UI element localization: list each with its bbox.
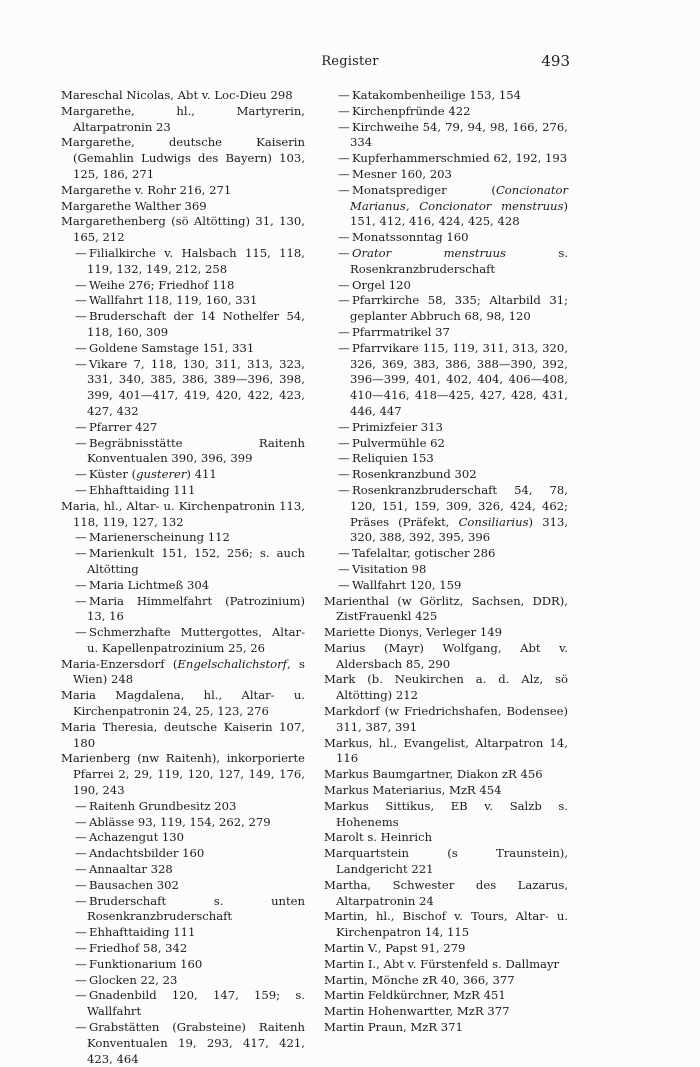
index-subentry xyxy=(61,894,305,926)
subentry-dash: — xyxy=(75,988,87,1003)
subentry-dash: — xyxy=(75,419,87,434)
entry-text: Funktionarium 160 xyxy=(89,956,203,971)
index-entry xyxy=(324,672,568,704)
entry-text: Maria-Enzersdorf ( xyxy=(61,656,178,671)
entry-text: Goldene Samstage 151, 331 xyxy=(89,340,255,355)
entry-text: Weihe 276; Friedhof 118 xyxy=(89,277,235,292)
entry-text: ) 151, 412, 416, 424, 425, 428 xyxy=(350,198,568,229)
entry-text: Pfarrkirche 58, 335; Altarbild 31; geplanter Abbruch 68, 98, 120 xyxy=(350,293,568,324)
entry-text: Wallfahrt 120, 159 xyxy=(352,577,462,592)
index-entry xyxy=(61,751,305,798)
index-subentry xyxy=(324,546,568,562)
index-entry xyxy=(61,183,305,199)
index-subentry xyxy=(324,104,568,120)
subentry-dash: — xyxy=(75,593,87,608)
index-entry xyxy=(324,988,568,1004)
index-subentry xyxy=(61,1020,305,1067)
entry-text: Reliquien 153 xyxy=(352,451,434,466)
subentry-dash: — xyxy=(75,972,87,987)
entry-text: Markus, hl., Evangelist, Altarpatron 14, 116 xyxy=(324,735,568,766)
entry-text: Pfarrer 427 xyxy=(89,419,158,434)
subentry-dash: — xyxy=(338,103,350,118)
subentry-dash: — xyxy=(75,482,87,497)
subentry-dash: — xyxy=(338,151,350,166)
index-subentry xyxy=(61,830,305,846)
index-subentry xyxy=(324,183,568,230)
index-subentry xyxy=(324,88,568,104)
subentry-dash: — xyxy=(338,546,350,561)
index-entry xyxy=(324,846,568,878)
entry-text: Marienerscheinung 112 xyxy=(89,530,230,545)
index-subentry xyxy=(61,925,305,941)
entry-text: Bausachen 302 xyxy=(89,877,179,892)
index-entry xyxy=(324,736,568,768)
entry-text: Maria Lichtmeß 304 xyxy=(89,577,210,592)
subentry-dash: — xyxy=(338,467,350,482)
entry-text: Marius (Mayr) Wolfgang, Abt v. Aldersbach 85, 290 xyxy=(324,640,568,671)
index-subentry xyxy=(61,546,305,578)
entry-text: Margarethe, deutsche Kaiserin (Gemahlin Ludwigs des Bayern) 103, 125, 186, 271 xyxy=(61,135,305,181)
entry-text: Visitation 98 xyxy=(352,561,427,576)
index-subentry xyxy=(324,151,568,167)
entry-text: Orator menstruus xyxy=(352,245,506,260)
index-subentry xyxy=(61,578,305,594)
entry-text: Wallfahrt 118, 119, 160, 331 xyxy=(89,293,258,308)
subentry-dash: — xyxy=(338,277,350,292)
index-entry xyxy=(61,657,305,689)
entry-text: Küster ( xyxy=(89,467,137,482)
index-subentry xyxy=(324,230,568,246)
entry-text: Marolt s. Heinrich xyxy=(324,830,433,845)
entry-text: Marienthal (w Görlitz, Sachsen, DDR), ZistFrauenkl 425 xyxy=(324,593,568,624)
subentry-dash: — xyxy=(75,277,87,292)
entry-text: Martin Praun, MzR 371 xyxy=(324,1020,463,1035)
entry-text: Bruderschaft s. unten Rosenkranzbruderschaft xyxy=(87,893,305,924)
subentry-dash: — xyxy=(75,467,87,482)
subentry-dash: — xyxy=(338,419,350,434)
index-subentry xyxy=(61,341,305,357)
entry-text: , s Wien) 248 xyxy=(73,656,306,687)
entry-text: Ehhafttaiding 111 xyxy=(89,925,196,940)
entry-text: Marienberg (nw Raitenh), inkorporierte Pfarrei 2, 29, 119, 120, 127, 149, 176, 190, 243 xyxy=(61,751,305,798)
entry-text: Orgel 120 xyxy=(352,277,411,292)
index-subentry xyxy=(324,483,568,546)
index-entry xyxy=(324,957,568,973)
index-subentry xyxy=(324,325,568,341)
subentry-dash: — xyxy=(338,340,350,355)
index-entry xyxy=(324,1020,568,1036)
index-entry xyxy=(61,499,305,531)
entry-text: Monatssonntag 160 xyxy=(352,230,469,245)
subentry-dash: — xyxy=(75,830,87,845)
entry-text: Margarethe v. Rohr 216, 271 xyxy=(61,182,232,197)
subentry-dash: — xyxy=(75,862,87,877)
entry-text: Vikare 7, 118, 130, 311, 313, 323, 331, 340, 385, 386, 389—396, 398, 399, 401—417, 419, 420, 422, 423, 427, 432 xyxy=(87,356,305,418)
entry-text: Pfarrmatrikel 37 xyxy=(352,324,450,339)
index-entry xyxy=(324,704,568,736)
index-subentry xyxy=(61,436,305,468)
subentry-dash: — xyxy=(75,530,87,545)
entry-text: Martin Hohenwartter, MzR 377 xyxy=(324,1004,510,1019)
entry-text: Gnadenbild 120, 147, 159; s. Wallfahrt xyxy=(87,988,305,1019)
index-entry xyxy=(61,688,305,720)
entry-text: Katakombenheilige 153, 154 xyxy=(352,88,521,102)
entry-text: Mariette Dionys, Verleger 149 xyxy=(324,625,502,640)
subentry-dash: — xyxy=(75,356,87,371)
index-subentry xyxy=(61,799,305,815)
entry-text: Bruderschaft der 14 Nothelfer 54, 118, 160, 309 xyxy=(87,309,305,339)
index-subentry xyxy=(61,846,305,862)
index-entry xyxy=(324,783,568,799)
entry-text: Martin Feldkürchner, MzR 451 xyxy=(324,988,506,1003)
running-head: Register xyxy=(321,54,379,69)
entry-text: Kirchweihe 54, 79, 94, 98, 166, 276, 334 xyxy=(350,119,568,150)
index-entry xyxy=(324,941,568,957)
entry-text: Tafelaltar, gotischer 286 xyxy=(352,546,496,561)
index-subentry xyxy=(324,436,568,452)
entry-text: Marienkult 151, 152, 256; s. auch Altötting xyxy=(87,546,305,576)
index-subentry xyxy=(61,420,305,436)
subentry-dash: — xyxy=(338,435,350,450)
index-subentry xyxy=(61,594,305,626)
entry-text: Martha, Schwester des Lazarus, Altarpatronin 24 xyxy=(324,877,568,908)
entry-text: Consiliarius xyxy=(458,514,529,529)
subentry-dash: — xyxy=(75,814,87,829)
entry-text: Ehhafttaiding 111 xyxy=(89,482,196,497)
subentry-dash: — xyxy=(75,435,87,450)
index-subentry xyxy=(324,341,568,420)
subentry-dash: — xyxy=(75,846,87,861)
index-entry xyxy=(324,830,568,846)
index-entry xyxy=(61,214,305,246)
index-subentry xyxy=(324,278,568,294)
entry-text: Annaaltar 328 xyxy=(89,862,173,877)
index-subentry xyxy=(61,625,305,657)
subentry-dash: — xyxy=(75,893,87,908)
entry-text: Andachtsbilder 160 xyxy=(89,846,205,861)
entry-text: Maria Theresia, deutsche Kaiserin 107, 180 xyxy=(61,719,305,750)
subentry-dash: — xyxy=(75,245,87,260)
entry-text: ) 313, 320, 388, 392, 395, 396 xyxy=(350,514,569,545)
index-subentry xyxy=(61,957,305,973)
index-subentry xyxy=(61,878,305,894)
index-subentry xyxy=(61,357,305,420)
index-column-left xyxy=(61,88,305,1067)
index-subentry xyxy=(61,467,305,483)
entry-text: Margarethe, hl., Martyrerin, Altarpatronin 23 xyxy=(61,103,305,134)
page-header xyxy=(0,52,700,72)
index-entry xyxy=(324,641,568,673)
subentry-dash: — xyxy=(338,451,350,466)
entry-text: Margarethenberg (sö Altötting) 31, 130, 165, 212 xyxy=(61,214,305,245)
subentry-dash: — xyxy=(75,798,87,813)
entry-text: Martin, Mönche zR 40, 366, 377 xyxy=(324,972,515,987)
entry-text: Markus Materiarius, MzR 454 xyxy=(324,783,502,798)
entry-text: Maria Magdalena, hl., Altar- u. Kirchenpatronin 24, 25, 123, 276 xyxy=(61,688,305,719)
entry-text: Margarethe Walther 369 xyxy=(61,198,207,213)
index-subentry xyxy=(61,973,305,989)
subentry-dash: — xyxy=(338,577,350,592)
entry-text: Monatsprediger ( xyxy=(352,182,496,197)
entry-text: Kirchenpfründe 422 xyxy=(352,103,471,118)
index-subentry xyxy=(324,120,568,152)
entry-text: Rosenkranzbund 302 xyxy=(352,467,477,482)
entry-text: Maria, hl., Altar- u. Kirchenpatronin 113, 118, 119, 127, 132 xyxy=(61,498,305,529)
index-entry xyxy=(61,720,305,752)
subentry-dash: — xyxy=(75,625,87,640)
entry-text: Marquartstein (s Traunstein), Landgericht 221 xyxy=(324,846,568,877)
index-entry xyxy=(324,909,568,941)
entry-text: Glocken 22, 23 xyxy=(89,972,178,987)
entry-text: Schmerzhafte Muttergottes, Altar- u. Kapellenpatrozinium 25, 26 xyxy=(87,625,305,655)
entry-text: Markdorf (w Friedrichshafen, Bodensee) 311, 387, 391 xyxy=(324,704,568,734)
index-subentry xyxy=(324,451,568,467)
index-entry xyxy=(61,104,305,136)
entry-text: Martin I., Abt v. Fürstenfeld s. Dallmayr xyxy=(324,956,560,971)
index-subentry xyxy=(324,562,568,578)
entry-text: Mareschal Nicolas, Abt v. Loc-Dieu 298 xyxy=(61,88,293,102)
entry-text: Maria Himmelfahrt (Patrozinium) 13, 16 xyxy=(87,593,305,624)
entry-text: s. Rosenkranzbruderschaft xyxy=(350,245,569,276)
index-subentry xyxy=(324,467,568,483)
entry-text: Begräbnisstätte Raitenh Konventualen 390, 396, 399 xyxy=(87,435,305,466)
entry-text: Rosenkranzbruderschaft 54, 78, 120, 151, 159, 309, 326, 424, 462; Präses (Präfekt, xyxy=(350,482,568,529)
entry-text: Martin, hl., Bischof v. Tours, Altar- u. Kirchenpatron 14, 115 xyxy=(324,909,568,940)
subentry-dash: — xyxy=(338,293,350,308)
index-entry xyxy=(61,135,305,182)
entry-text: Markus Sittikus, EB v. Salzb s. Hohenems xyxy=(324,798,568,829)
entry-text: Raitenh Grundbesitz 203 xyxy=(89,798,237,813)
subentry-dash: — xyxy=(75,340,87,355)
entry-text: Markus Baumgartner, Diakon zR 456 xyxy=(324,767,543,782)
index-subentry xyxy=(61,862,305,878)
entry-text: Martin V., Papst 91, 279 xyxy=(324,941,466,956)
subentry-dash: — xyxy=(338,245,350,260)
index-entry xyxy=(324,799,568,831)
index-entry xyxy=(324,878,568,910)
index-subentry xyxy=(61,309,305,341)
index-entry xyxy=(324,973,568,989)
index-subentry xyxy=(61,988,305,1020)
subentry-dash: — xyxy=(75,293,87,308)
entry-text: Mark (b. Neukirchen a. d. Alz, sö Altötting) 212 xyxy=(324,672,568,703)
entry-text: Achazengut 130 xyxy=(89,830,185,845)
entry-text: Primizfeier 313 xyxy=(352,419,443,434)
subentry-dash: — xyxy=(338,561,350,576)
entry-text: Kupferhammerschmied 62, 192, 193 xyxy=(352,151,568,166)
index-entry xyxy=(324,625,568,641)
subentry-dash: — xyxy=(338,119,350,134)
entry-text: Ablässe 93, 119, 154, 262, 279 xyxy=(89,814,271,829)
index-subentry xyxy=(61,815,305,831)
subentry-dash: — xyxy=(338,230,350,245)
index-entry xyxy=(324,1004,568,1020)
index-column-right xyxy=(324,88,568,1036)
subentry-dash: — xyxy=(338,324,350,339)
index-entry xyxy=(61,88,305,104)
subentry-dash: — xyxy=(75,877,87,892)
page-number: 493 xyxy=(541,52,570,70)
index-subentry xyxy=(324,578,568,594)
index-subentry xyxy=(61,941,305,957)
entry-text: Concionator Marianus, Concionator menstruus xyxy=(350,182,568,213)
entry-text: Grabstätten (Grabsteine) Raitenh Konventualen 19, 293, 417, 421, 423, 464 xyxy=(87,1020,305,1066)
entry-text: ) 411 xyxy=(186,467,217,482)
index-subentry xyxy=(324,246,568,278)
entry-text: Pfarrvikare 115, 119, 311, 313, 320, 326, 369, 383, 386, 388—390, 392, 396—399, 401, 402, 404, 406—408, 410—416, 418—425, 427, 428, 431, 446, 447 xyxy=(350,340,568,418)
entry-text: Filialkirche v. Halsbach 115, 118, 119, 132, 149, 212, 258 xyxy=(87,245,305,276)
entry-text: gusterer xyxy=(136,467,187,482)
subentry-dash: — xyxy=(75,577,87,592)
index-subentry xyxy=(61,483,305,499)
entry-text: Engelschalichstorf xyxy=(177,656,287,671)
entry-text: Pulvermühle 62 xyxy=(352,435,445,450)
index-entry xyxy=(324,594,568,626)
index-subentry xyxy=(324,420,568,436)
subentry-dash: — xyxy=(338,482,350,497)
index-subentry xyxy=(61,530,305,546)
index-subentry xyxy=(324,293,568,325)
index-subentry xyxy=(324,167,568,183)
subentry-dash: — xyxy=(75,546,87,561)
index-entry xyxy=(324,767,568,783)
subentry-dash: — xyxy=(338,88,350,102)
index-entry xyxy=(61,199,305,215)
subentry-dash: — xyxy=(338,166,350,181)
entry-text: Friedhof 58, 342 xyxy=(89,941,188,956)
index-subentry xyxy=(61,246,305,278)
subentry-dash: — xyxy=(338,182,350,197)
subentry-dash: — xyxy=(75,941,87,956)
subentry-dash: — xyxy=(75,309,87,324)
subentry-dash: — xyxy=(75,925,87,940)
subentry-dash: — xyxy=(75,956,87,971)
index-subentry xyxy=(61,278,305,294)
index-subentry xyxy=(61,293,305,309)
entry-text: Mesner 160, 203 xyxy=(352,166,452,181)
subentry-dash: — xyxy=(75,1020,87,1035)
